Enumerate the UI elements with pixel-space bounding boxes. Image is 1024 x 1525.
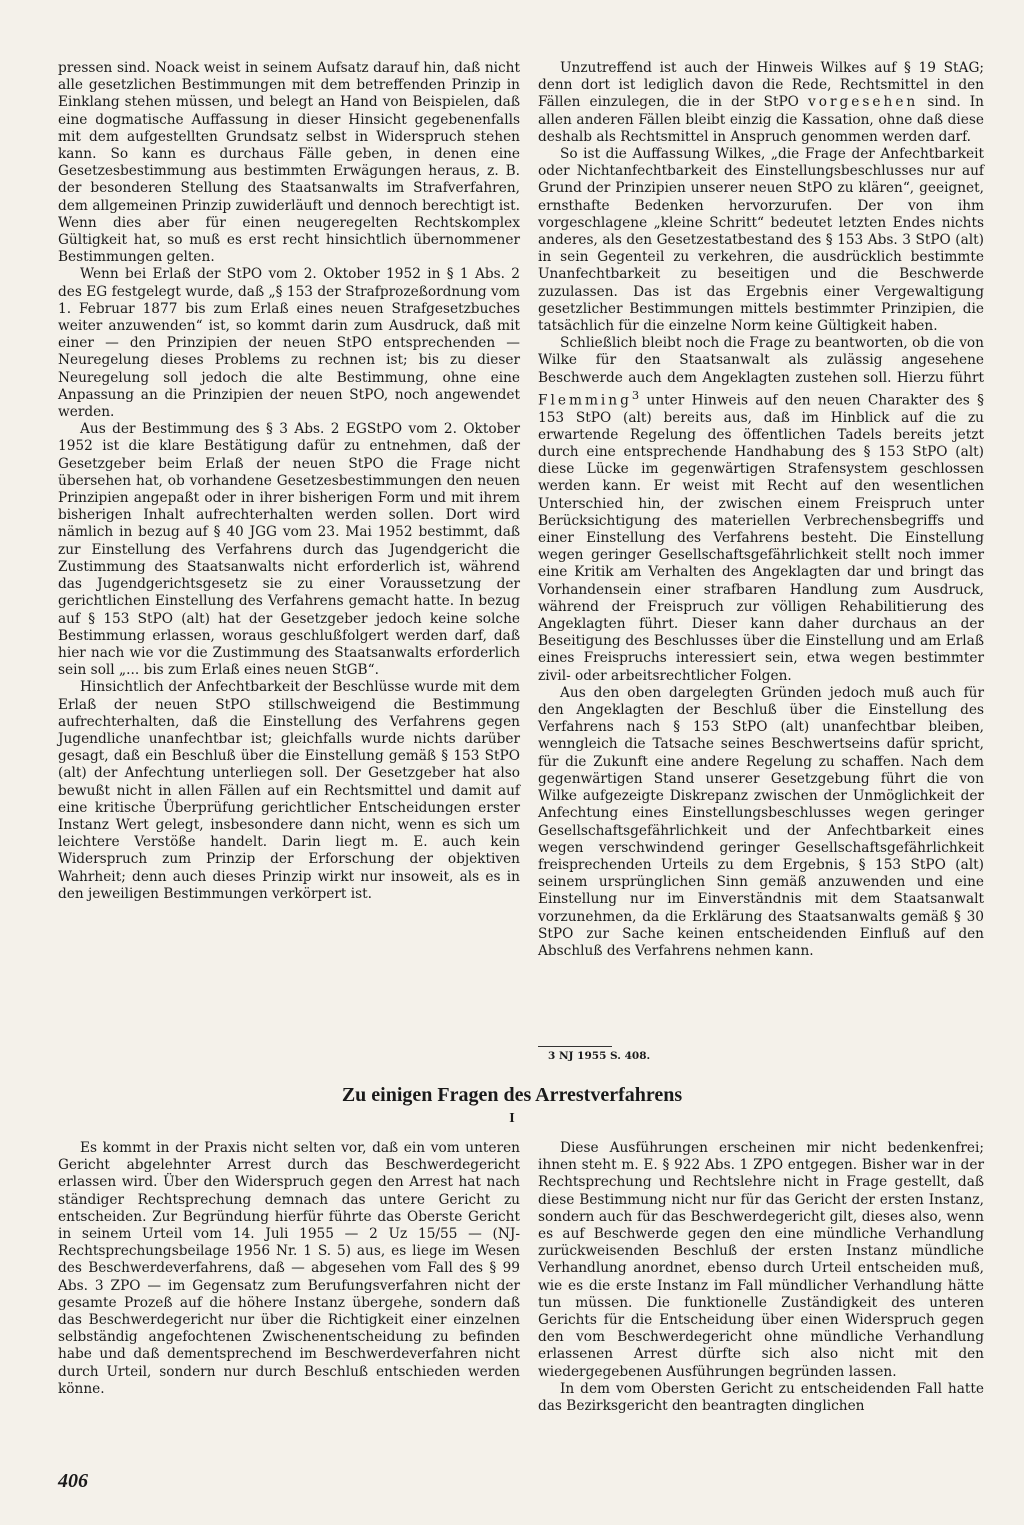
text-run: Schließlich bleibt noch die Frage zu beantworten, ob die von Wilke für den Staatsanwalt als zulässig angesehene Beschwerde auch dem Angeklagten zustehen soll. Hierzu führt: [538, 335, 984, 386]
text-run: Unzutreffend ist auch der Hinweis Wilkes auf § 19 StAG; denn dort ist lediglich davon die Rede, Rechtsmittel in den Fällen einzulegen, die in der StPO: [538, 60, 984, 111]
paragraph: In dem vom Obersten Gericht zu entscheidenden Fall hatte das Bezirksgericht den beantragten dinglichen: [538, 1380, 984, 1415]
paragraph: [538, 60, 984, 146]
text-run: sind. In allen anderen Fällen bleibt einzig die Kassation, ohne daß diese deshalb als Rechtsmittel in Anspruch genommen werden darf.: [538, 94, 984, 145]
paragraph: pressen sind. Noack weist in seinem Aufsatz darauf hin, daß nicht alle gesetzlichen Bestimmungen mit dem betreffenden Prinzip in Einklang stehen müssen, und belegt an Hand von Beispielen, daß eine dogmatische Auffassung in dieser Hinsicht gegebenenfalls mit dem aufgestellten Grundsatz selbst in Widerspruch stehen kann. So kann es durchaus Fälle geben, in denen eine Gesetzesbestimmung aus bestimmten Erwägungen heraus, z. B. der besonderen Stellung des Staatsanwalts im Strafverfahren, dem allgemeinen Prinzip zuwiderläuft und dennoch berechtigt ist. Wenn dies aber für einen neugeregelten Rechtskomplex Gültigkeit hat, so muß es erst recht hinsichtlich übernommener Bestimmungen gelten.: [58, 60, 520, 266]
paragraph: Es kommt in der Praxis nicht selten vor, daß ein vom unteren Gericht abgelehnter Arrest durch das Beschwerdegericht erlassen wird. Über den Widerspruch gegen den Arrest hat nach ständiger Rechtsprechung demnach das untere Gericht zu entscheiden. Zur Begründung hierfür führte das Oberste Gericht in seinem Urteil vom 14. Juli 1955 — 2 Uz 15/55 — (NJ-Rechtsprechungsbeilage 1956 Nr. 1 S. 5) aus, es liege im Wesen des Beschwerdeverfahrens, daß — abgesehen vom Fall des § 99 Abs. 3 ZPO — im Gegensatz zum Berufungsverfahren nicht der gesamte Prozeß auf die höhere Instanz übergehe, sondern daß das Beschwerdegericht nur über die Richtigkeit einer einzelnen selbständig angefochtenen Zwischenentscheidung zu befinden habe und daß dementsprechend im Beschwerdeverfahren nicht durch Urteil, sondern nur durch Beschluß entschieden werden könne.: [58, 1140, 520, 1397]
section-title: Zu einigen Fragen des Arrestverfahrens: [341, 1084, 683, 1106]
top-left-column: [58, 60, 520, 903]
page-number: 406: [58, 1470, 88, 1492]
bottom-right-column: [538, 1140, 984, 1415]
author-name-spaced: Flemming: [538, 392, 632, 409]
spaced-text: vorgesehen: [808, 94, 919, 111]
paragraph: Wenn bei Erlaß der StPO vom 2. Oktober 1952 in § 1 Abs. 2 des EG festgelegt wurde, daß „§ 153 der Strafprozeßordnung vom 1. Februar 1877 bis zum Erlaß eines neuen Strafgesetzbuches weiter anzuwenden“ ist, so kommt darin zum Ausdruck, daß mit einer — den Prinzipien der neuen StPO entsprechenden — Neuregelung dieses Problems zu rechnen ist; bis zu dieser Neuregelung soll jedoch die alte Bestimmung, ohne eine Anpassung an die Prinzipien der neuen StPO, noch angewendet werden.: [58, 266, 520, 421]
text-run: unter Hinweis auf den neuen Charakter des § 153 StPO (alt) bereits aus, daß im Hinblick auf die zu erwartende Regelung des öffentlichen Tadels bereits jetzt durch eine entsprechende Handhabung des § 153 StPO (alt) diese Lücke im gegenwärtigen Strafensystem geschlossen werden kann. Er weist mit Recht auf den wesentlichen Unterschied hin, der zwischen einem Freispruch unter Berücksichtigung des materiellen Verbrechensbegriffs und einer Einstellung des Verfahrens besteht. Die Einstellung wegen geringer Gesellschaftsgefährlichkeit stellt noch immer eine Kritik am Verhalten des Angeklagten dar und bringt das Vorhandensein einer strafbaren Handlung zum Ausdruck, während der Freispruch zur völligen Rehabilitierung des Angeklagten führt. Dieser kann daher durchaus an der Beseitigung des Beschlusses über die Einstellung und am Erlaß eines Freispruchs interessiert sein, etwa wegen bestimmter zivil- oder arbeitsrechtlicher Folgen.: [538, 392, 984, 684]
bottom-left-column: [58, 1140, 520, 1398]
section-number: I: [509, 1111, 515, 1126]
footnote-reference: 3: [631, 387, 640, 402]
paragraph: [538, 335, 984, 685]
paragraph: Aus den oben dargelegten Gründen jedoch muß auch für den Angeklagten der Beschluß über die Einstellung des Verfahrens nach § 153 StPO (alt) unanfechtbar bleiben, wenngleich die Tatsache seines Beschwertseins dafür spricht, für die Zukunft eine andere Regelung zu schaffen. Nach dem gegenwärtigen Stand unserer Gesetzgebung führt die von Wilke aufgezeigte Diskrepanz zwischen der Unmöglichkeit der Anfechtung eines Einstellungsbeschlusses wegen geringer Gesellschaftsgefährlichkeit und der Anfechtbarkeit eines wegen verschwindend geringer Gesellschaftsgefährlichkeit freisprechenden Urteils zu dem Ergebnis, § 153 StPO (alt) seinem ursprünglichen Sinn gemäß anzuwenden und eine Einstellung nur im Einverständnis mit dem Staatsanwalt vorzunehmen, da die Erklärung des Staatsanwalts gemäß § 30 StPO zur Sache keinen entscheidenden Einfluß auf den Abschluß des Verfahrens nehmen kann.: [538, 684, 984, 959]
top-right-column: [538, 60, 984, 960]
paragraph: So ist die Auffassung Wilkes, „die Frage der Anfechtbarkeit oder Nichtanfechtbarkeit des Einstellungsbeschlusses nur auf Grund der Prinzipien unserer neuen StPO zu klären“, geeignet, ernsthafte Bedenken hervorzurufen. Der von ihm vorgeschlagene „kleine Schritt“ bedeutet letzten Endes nichts anderes, als den Gesetzestatbestand des § 153 Abs. 3 StPO (alt) in sein Gegenteil zu verkehren, die ausdrücklich bestimmte Unanfechtbarkeit zu beseitigen und die Beschwerde zuzulassen. Das ist das Ergebnis einer Vergewaltigung gesetzlicher Bestimmungen mittels bestimmter Prinzipien, die tatsächlich für die einzelne Norm keine Gültigkeit haben.: [538, 146, 984, 335]
paragraph: Aus der Bestimmung des § 3 Abs. 2 EGStPO vom 2. Oktober 1952 ist die klare Bestätigung dafür zu entnehmen, daß der Gesetzgeber beim Erlaß der neuen StPO die Frage nicht übersehen hat, ob vorhandene Gesetzesbestimmungen den neuen Prinzipien angepaßt oder in ihrer bisherigen Form und mit ihrem bisherigen Inhalt aufrechterhalten werden sollen. Dort wird nämlich in bezug auf § 40 JGG vom 23. Mai 1952 bestimmt, daß zur Einstellung des Verfahrens durch das Jugendgericht die Zustimmung des Staatsanwalts nicht erforderlich ist, während das Jugendgerichtsgesetz sie zu einer Voraussetzung der gerichtlichen Einstellung des Verfahrens gemacht hatte. In bezug auf § 153 StPO (alt) hat der Gesetzgeber jedoch keine solche Bestimmung erlassen, woraus geschlußfolgert werden darf, daß hier nach wie vor die Zustimmung des Staatsanwalts erforderlich sein soll „... bis zum Erlaß eines neuen StGB“.: [58, 421, 520, 679]
footnote-rule: [538, 1046, 612, 1047]
footnote: 3 NJ 1955 S. 408.: [548, 1050, 651, 1062]
paragraph: Diese Ausführungen erscheinen mir nicht bedenkenfrei; ihnen steht m. E. § 922 Abs. 1 ZPO entgegen. Bisher war in der Rechtsprechung und Rechtslehre nicht in Frage gestellt, daß diese Bestimmung nicht nur für das Gericht der ersten Instanz, sondern auch für das Beschwerdegericht gilt, dieses also, wenn es auf Beschwerde gegen den eine mündliche Verhandlung zurückweisenden Beschluß der ersten Instanz mündliche Verhandlung anordnet, ebenso durch Urteil entscheiden muß, wie es die erste Instanz im Fall mündlicher Verhandlung hätte tun müssen. Die funktionelle Zuständigkeit des unteren Gerichts für die Entscheidung über einen Widerspruch gegen den vom Beschwerdegericht ohne mündliche Verhandlung erlassenen Arrest dürfte sich also nicht mit den wiedergegebenen Ausführungen begründen lassen.: [538, 1140, 984, 1380]
paragraph: Hinsichtlich der Anfechtbarkeit der Beschlüsse wurde mit dem Erlaß der neuen StPO stillschweigend die Bestimmung aufrechterhalten, daß die Einstellung des Verfahrens gegen Jugendliche unanfechtbar ist; gleichfalls wurde nichts darüber gesagt, daß ein Beschluß über die Einstellung gemäß § 153 StPO (alt) der Anfechtung unterliegen soll. Der Gesetzgeber hat also bewußt nicht in allen Fällen auf ein Rechtsmittel und damit auf eine kritische Überprüfung gerichtlicher Entscheidungen erster Instanz Wert gelegt, insbesondere dann nicht, wenn es sich um leichtere Verstöße handelt. Darin liegt m. E. auch kein Widerspruch zum Prinzip der Erforschung der objektiven Wahrheit; denn auch dieses Prinzip wirkt nur insoweit, als es in den jeweiligen Bestimmungen verkörpert ist.: [58, 679, 520, 902]
